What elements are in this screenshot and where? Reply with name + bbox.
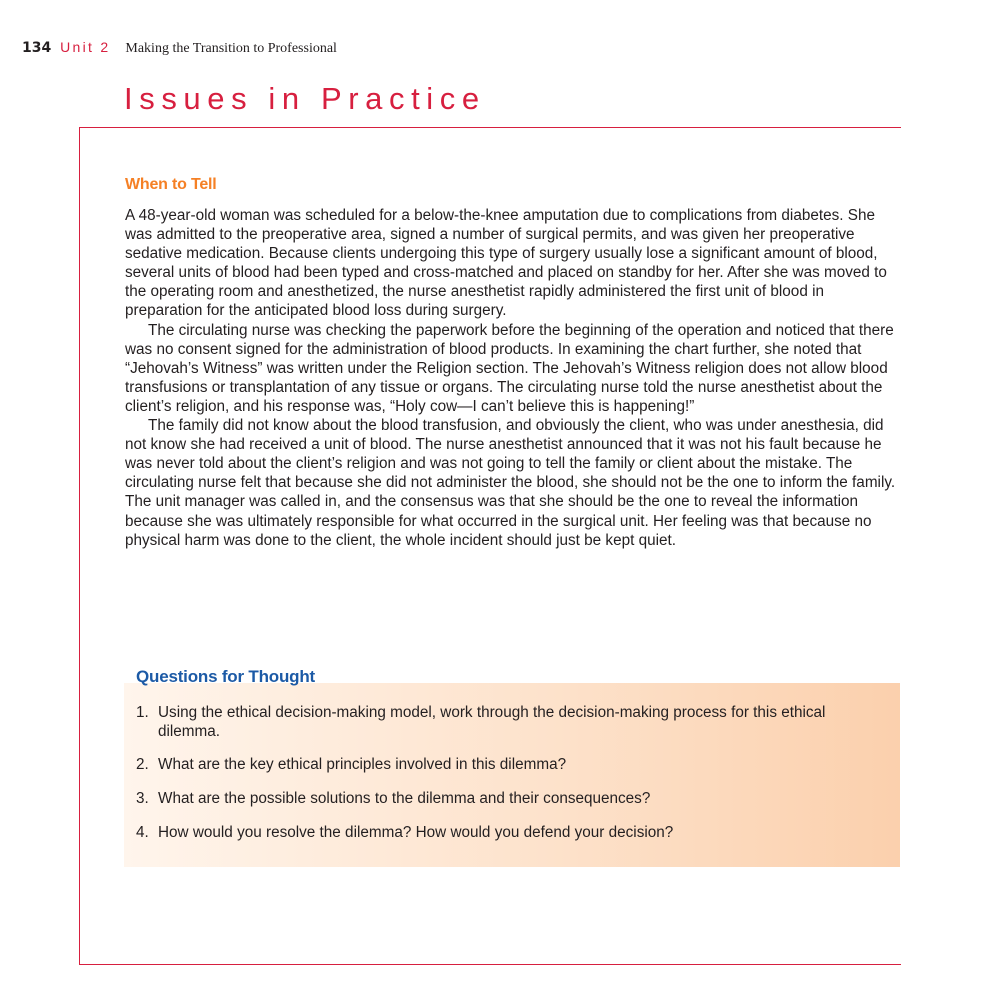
box-top-rule: [79, 127, 901, 128]
case-paragraph-2: The circulating nurse was checking the paperwork before the beginning of the operation and noticed that there was no consent signed for the administration of blood products. In examining the chart further, she noted that “Jehovah’s Witness” was written under the Religion section. The Jehovah’s Witness religion does not allow blood transfusions or transplantation of any tissue or organs. The circulating nurse told the nurse anesthetist about the client’s religion, and his response was, “Holy cow—I can’t believe this is happening!”: [125, 321, 894, 415]
questions-heading: Questions for Thought: [136, 667, 315, 686]
running-head: [22, 39, 337, 57]
question-item-2: [136, 755, 858, 774]
question-text: What are the key ethical principles involved in this dilemma?: [158, 756, 567, 773]
question-number: 2.: [136, 756, 149, 773]
question-item-4: [136, 823, 858, 842]
case-paragraph-3: The family did not know about the blood transfusion, and obviously the client, who was under anesthesia, did not know she had received a unit of blood. The nurse anesthetist announced that it was not his fault because he was never told about the client’s religion and was not going to tell the family or client about the mistake. The circulating nurse felt that because she did not administer the blood, she should not be the one to inform the family. The unit manager was called in, and the consensus was that she should be the one to reveal the information because she was ultimately responsible for what occurred in the surgical unit. Her feeling was that because no physical harm was done to the client, the whole incident should just be kept quiet.: [125, 417, 896, 549]
section-title: Issues in Practice: [124, 81, 486, 116]
box-bottom-rule: [79, 964, 901, 965]
case-paragraph-1: A 48-year-old woman was scheduled for a below-the-knee amputation due to complications from diabetes. She was admitted to the preoperative area, signed a number of surgical permits, and was given her preoperative sedative medication. Because clients undergoing this type of surgery usually lose a significant amount of blood, several units of blood had been typed and cross-matched and placed on standby for her. After she was moved to the operating room and anesthetized, the nurse anesthetist rapidly administered the first unit of blood in preparation for the anticipated blood loss during surgery.: [125, 207, 887, 320]
question-number: 4.: [136, 824, 149, 841]
case-heading: When to Tell: [125, 176, 217, 193]
question-text: How would you resolve the dilemma? How would you defend your decision?: [158, 824, 674, 841]
case-text: [125, 206, 905, 550]
question-text: Using the ethical decision-making model, work through the decision-making process for this ethical dilemma.: [158, 704, 826, 741]
box-left-rule: [79, 127, 80, 965]
chapter-title: Making the Transition to Professional: [125, 41, 337, 56]
question-number: 3.: [136, 790, 149, 807]
page-number: 134: [22, 40, 52, 56]
question-text: What are the possible solutions to the dilemma and their consequences?: [158, 790, 651, 807]
question-number: 1.: [136, 704, 149, 721]
question-item-1: [136, 703, 858, 742]
question-item-3: [136, 789, 858, 808]
unit-label: Unit 2: [60, 39, 111, 55]
